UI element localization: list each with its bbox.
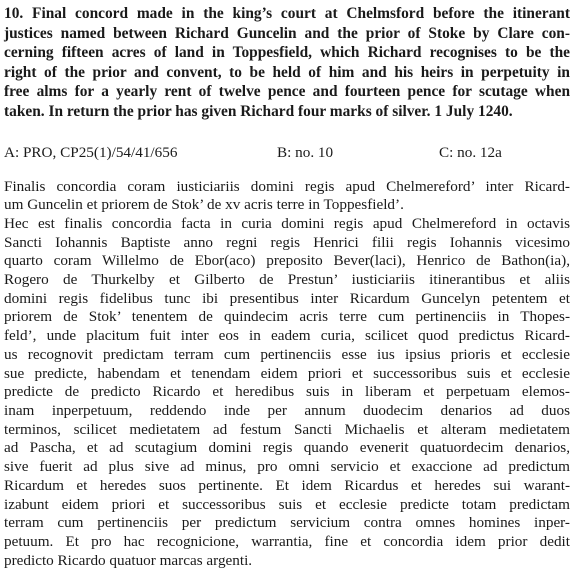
body-line: sive fuerit ad plus sive ad minus, pro omni servicio et exaccione ad predictum xyxy=(4,458,570,476)
latin-text xyxy=(4,178,570,571)
heading-line: justices named between Richard Guncelin and the prior of Stoke by Clare con- xyxy=(4,24,570,42)
heading-line: right of the prior and convent, to be held of him and his heirs in perpetuity in xyxy=(4,63,570,81)
body-line: priorem de Stok’ tenentem de quindecim acris terre cum pertinenciis in Thopes- xyxy=(4,308,570,326)
body-line: izabunt eidem priori et successoribus suis et ecclesie predicte totam predictam xyxy=(4,495,570,513)
concord-body xyxy=(4,215,570,570)
endorsement xyxy=(4,178,570,215)
heading-line: cerning fifteen acres of land in Toppesfield, which Richard recognises to be the xyxy=(4,44,570,62)
reference-c: C: no. 12a xyxy=(439,143,502,161)
body-line: us recognovit predictam terram cum pertinenciis esse ius ipsius prioris et ecclesie xyxy=(4,345,570,363)
body-line: feld’, unde placitum fuit inter eos in eadem curia, scilicet quod predictus Ricard- xyxy=(4,327,570,345)
body-line: sue predicte, habendam et tenendam eidem priori et successoribus suis et ecclesie xyxy=(4,364,570,382)
body-line: Ricardum et heredes suos pertinente. Et idem Ricardus et heredes sui warant- xyxy=(4,476,570,494)
body-line: ad Pascha, et ad scutagium domini regis quando evenerit quatuordecim denarios, xyxy=(4,439,570,457)
body-line: Sancti Iohannis Baptiste anno regni regis Henrici filii regis Iohannis vicesimo xyxy=(4,233,570,251)
reference-b: B: no. 10 xyxy=(277,143,334,161)
entry-heading xyxy=(4,4,570,122)
body-line: domini regis fidelibus tunc ibi presentibus inter Ricardum Guncelyn petentem et xyxy=(4,289,570,307)
heading-line: free alms for a yearly rent of twelve pence and fourteen pence for scutage when xyxy=(4,83,570,101)
manuscript-references xyxy=(4,144,570,162)
endorsement-line: Finalis concordia coram iusticiariis domini regis apud Chelmereford’ inter Ricard- xyxy=(4,177,570,195)
body-line: Hec est finalis concordia facta in curia domini regis apud Chelmereford in octavis xyxy=(4,214,570,232)
heading-line: taken. In return the prior has given Richard four marks of silver. 1 July 1240. xyxy=(4,102,513,120)
body-line: predicto Ricardo quatuor marcas argenti. xyxy=(4,551,253,569)
document-page xyxy=(4,4,570,570)
body-line: terram cum pertinenciis per predictum servicium contra omnes homines inper- xyxy=(4,514,570,532)
body-line: quarto coram Willelmo de Ebor(aco) preposito Bever(laci), Henrico de Bathon(ia), xyxy=(4,252,570,270)
endorsement-line: um Guncelin et priorem de Stok’ de xv acris terre in Toppesfield’. xyxy=(4,196,404,214)
reference-a: A: PRO, CP25(1)/54/41/656 xyxy=(4,143,178,161)
body-line: petuum. Et pro hac recognicione, warrantia, fine et concordia idem prior dedit xyxy=(4,532,570,550)
heading-line: 10. Final concord made in the king’s court at Chelmsford before the itinerant xyxy=(4,5,570,22)
body-line: terminos, scilicet medietatem ad festum Sancti Michaelis et alteram medietatem xyxy=(4,420,570,438)
body-line: Rogero de Thurkelby et Gilberto de Prestun’ iusticiariis itinerantibus et aliis xyxy=(4,271,570,289)
body-line: predicte de predicto Ricardo et heredibus suis in liberam et perpetuam elemos- xyxy=(4,383,570,401)
body-line: inam inperpetuum, reddendo inde per annum duodecim denarios ad duos xyxy=(4,402,570,419)
